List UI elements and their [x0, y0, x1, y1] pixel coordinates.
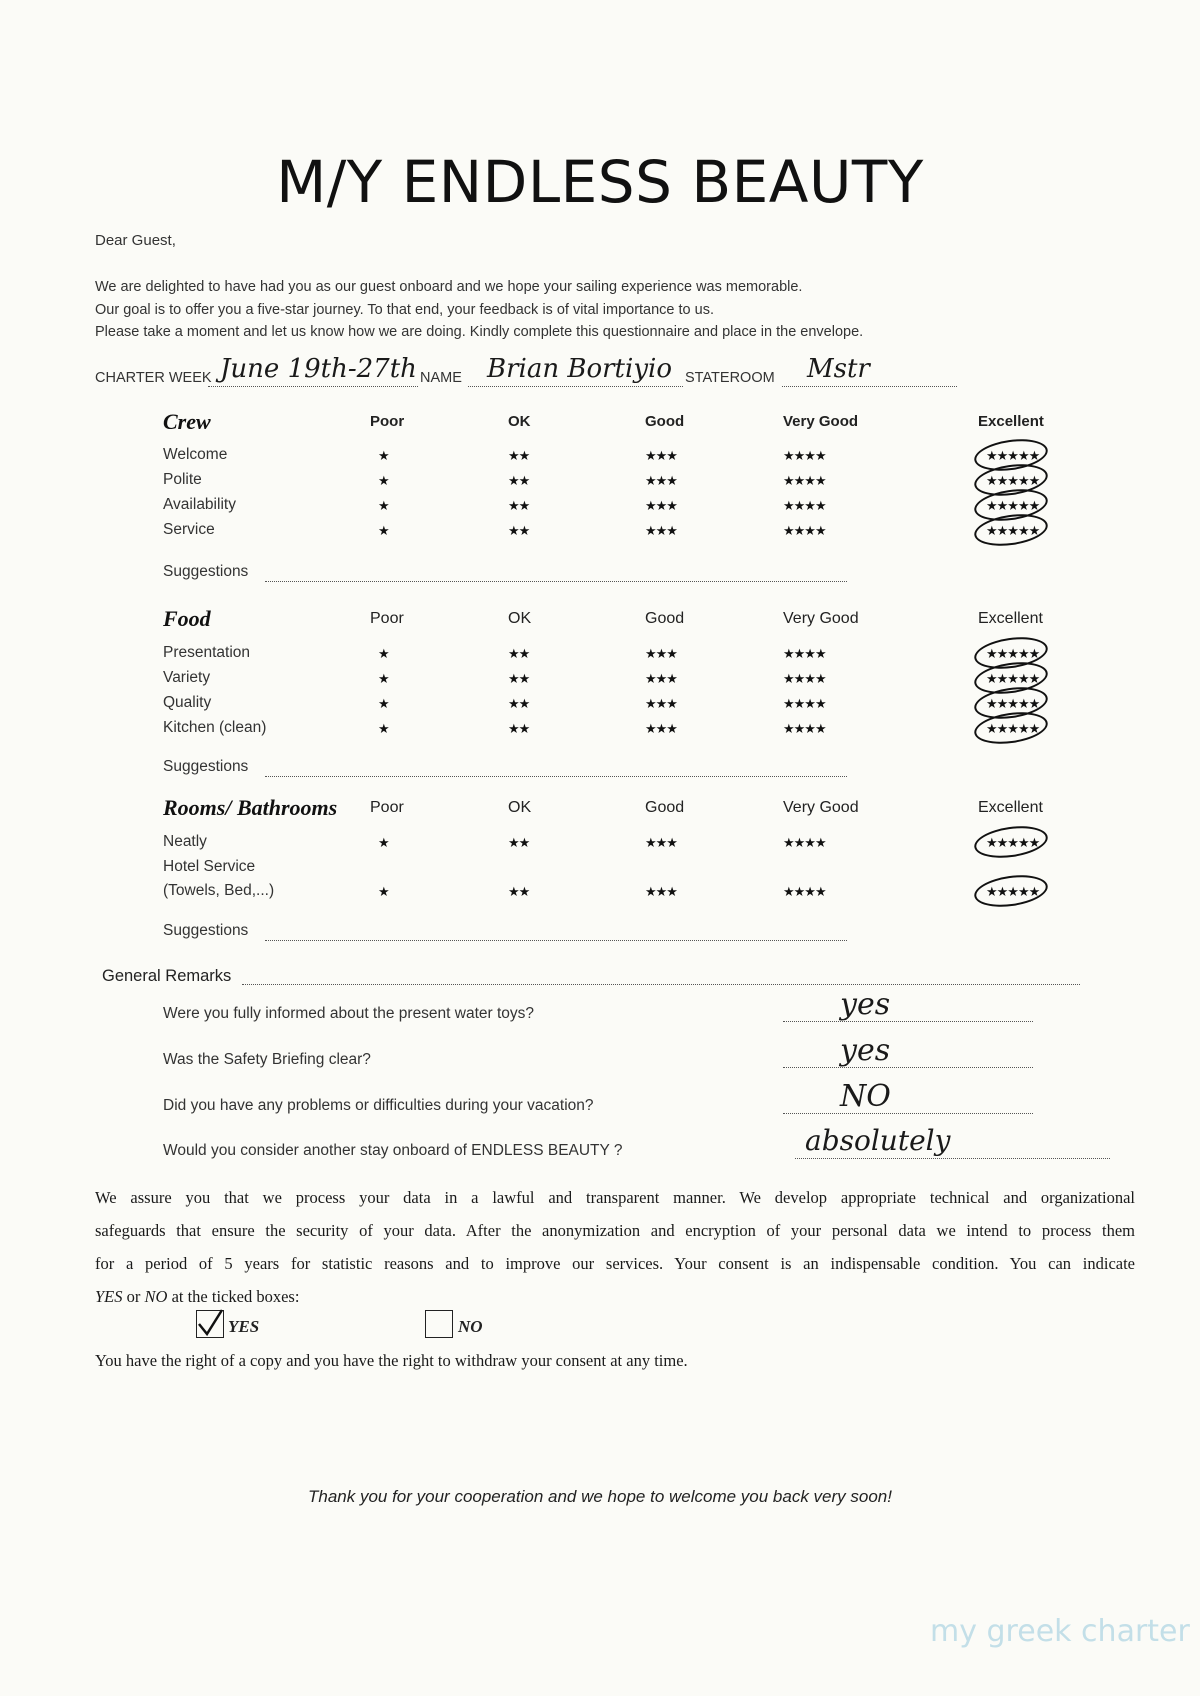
suggestions-label: Suggestions — [163, 563, 249, 580]
star-rating-option[interactable]: ★★★ — [645, 448, 677, 463]
rating-row-label: Hotel Service — [163, 858, 256, 875]
star-rating-option[interactable]: ★★★ — [645, 696, 677, 711]
star-rating-option[interactable]: ★★★★★ — [986, 448, 1040, 463]
rating-header: Good — [645, 610, 685, 627]
answer-value: absolutely — [805, 1124, 951, 1157]
rating-row-label: Polite — [163, 471, 202, 488]
star-rating-option[interactable]: ★★ — [508, 696, 530, 711]
star-rating-option[interactable]: ★★★★★ — [986, 721, 1040, 736]
star-rating-option[interactable]: ★★ — [508, 498, 530, 513]
answer-value: yes — [840, 987, 891, 1022]
suggestions-field[interactable] — [265, 762, 847, 777]
name-value: Brian Bortiyio — [487, 354, 672, 384]
star-rating-option[interactable]: ★★ — [508, 646, 530, 661]
star-rating-option[interactable]: ★★★★ — [783, 498, 826, 513]
rating-header: Excellent — [978, 610, 1043, 627]
rating-row-label: Welcome — [163, 446, 228, 463]
star-rating-option[interactable]: ★★★★ — [783, 671, 826, 686]
star-rating-option[interactable]: ★ — [378, 835, 389, 850]
rating-header: Good — [645, 413, 685, 430]
star-rating-option[interactable]: ★★★★ — [783, 448, 826, 463]
answer-field[interactable] — [783, 1099, 1033, 1114]
ticked-boxes-text: at the ticked boxes: — [167, 1287, 300, 1306]
star-rating-option[interactable]: ★ — [378, 448, 389, 463]
star-rating-option[interactable]: ★★★ — [645, 835, 677, 850]
star-rating-option[interactable]: ★★★ — [645, 721, 677, 736]
section-title: Crew — [163, 409, 211, 434]
star-rating-option[interactable]: ★ — [378, 498, 389, 513]
star-rating-option[interactable]: ★★★★ — [783, 835, 826, 850]
rating-header: Excellent — [978, 799, 1043, 816]
greeting: Dear Guest, — [95, 232, 176, 249]
rating-row-label: Kitchen (clean) — [163, 719, 267, 736]
question-text: Were you fully informed about the present water toys? — [163, 1005, 535, 1022]
rating-row-label: (Towels, Bed,...) — [163, 882, 275, 899]
name-label: NAME — [420, 370, 462, 386]
selected-rating-circle — [972, 871, 1049, 911]
star-rating-option[interactable]: ★★★ — [645, 884, 677, 899]
withdraw-consent-text: You have the right of a copy and you have the right to withdraw your consent at any time. — [95, 1351, 688, 1370]
intro-line: Please take a moment and let us know how we are doing. Kindly complete this questionnaire and place in the envelope. — [95, 324, 864, 340]
question-text: Would you consider another stay onboard of ENDLESS BEAUTY ? — [163, 1142, 623, 1159]
star-rating-option[interactable]: ★★ — [508, 473, 530, 488]
star-rating-option[interactable]: ★★★ — [645, 646, 677, 661]
star-rating-option[interactable]: ★★★★★ — [986, 523, 1040, 538]
rating-row-label: Neatly — [163, 833, 207, 850]
star-rating-option[interactable]: ★★★ — [645, 671, 677, 686]
star-rating-option[interactable]: ★★★★★ — [986, 498, 1040, 513]
star-rating-option[interactable]: ★★★ — [645, 498, 677, 513]
privacy-line: We assure you that we process your data in a lawful and transparent manner. We develop appropriate technical and organizational — [95, 1188, 1135, 1207]
section-title: Food — [163, 606, 211, 631]
rating-header: Very Good — [783, 799, 859, 816]
star-rating-option[interactable]: ★★★★★ — [986, 671, 1040, 686]
suggestions-field[interactable] — [265, 567, 847, 582]
answer-value: NO — [840, 1079, 891, 1114]
charter-week-label: CHARTER WEEK — [95, 370, 212, 386]
star-rating-option[interactable]: ★★★★★ — [986, 696, 1040, 711]
star-rating-option[interactable]: ★★★ — [645, 473, 677, 488]
star-rating-option[interactable]: ★ — [378, 523, 389, 538]
rating-header: OK — [508, 413, 531, 430]
star-rating-option[interactable]: ★★★★★ — [986, 884, 1040, 899]
no-checkbox[interactable] — [425, 1310, 453, 1338]
no-label: NO — [458, 1317, 483, 1336]
rating-row-label: Quality — [163, 694, 212, 711]
suggestions-label: Suggestions — [163, 758, 249, 775]
star-rating-option[interactable]: ★★★★★ — [986, 473, 1040, 488]
star-rating-option[interactable]: ★★★★ — [783, 721, 826, 736]
yes-word: YES — [95, 1287, 123, 1306]
general-remarks-label: General Remarks — [102, 967, 232, 985]
star-rating-option[interactable]: ★★ — [508, 448, 530, 463]
answer-field[interactable] — [783, 1007, 1033, 1022]
question-text: Was the Safety Briefing clear? — [163, 1051, 371, 1068]
watermark: my greek charter — [930, 1614, 1190, 1649]
intro-line: We are delighted to have had you as our guest onboard and we hope your sailing experience was memorable. — [95, 279, 803, 295]
stateroom-label: STATEROOM — [685, 370, 775, 386]
star-rating-option[interactable]: ★★★★★ — [986, 835, 1040, 850]
checkmark-icon — [195, 1308, 225, 1338]
rating-header: Poor — [370, 413, 405, 430]
star-rating-option[interactable]: ★★★★ — [783, 523, 826, 538]
rating-header: Poor — [370, 610, 404, 627]
general-remarks-field[interactable] — [242, 970, 1080, 985]
star-rating-option[interactable]: ★★★★ — [783, 473, 826, 488]
charter-week-value: June 19th-27th — [220, 354, 417, 384]
or-word: or — [122, 1287, 145, 1306]
star-rating-option[interactable]: ★★ — [508, 671, 530, 686]
privacy-line — [95, 1280, 1135, 1313]
answer-field[interactable] — [783, 1053, 1033, 1068]
selected-rating-circle — [972, 822, 1049, 862]
answer-value: yes — [840, 1033, 891, 1068]
rating-header: OK — [508, 799, 532, 816]
yes-label: YES — [228, 1317, 260, 1336]
yes-checkbox[interactable] — [196, 1310, 224, 1338]
star-rating-option[interactable]: ★ — [378, 473, 389, 488]
star-rating-option[interactable]: ★ — [378, 721, 389, 736]
intro-text — [95, 276, 863, 344]
thanks-message: Thank you for your cooperation and we hope to welcome you back very soon! — [307, 1487, 892, 1506]
star-rating-option[interactable]: ★ — [378, 696, 389, 711]
rating-row-label: Service — [163, 521, 215, 538]
rating-row-label: Availability — [163, 496, 236, 513]
section-title: Rooms/ Bathrooms — [163, 795, 338, 820]
privacy-text — [95, 1181, 1135, 1313]
no-word: NO — [144, 1287, 168, 1306]
rating-header: Poor — [370, 799, 404, 816]
charter-line — [95, 354, 955, 392]
rating-header: OK — [508, 610, 532, 627]
star-rating-option[interactable]: ★★ — [508, 835, 530, 850]
stateroom-value: Mstr — [807, 354, 870, 384]
privacy-line: safeguards that ensure the security of your data. After the anonymization and encryption of your personal data we intend to process them — [95, 1221, 1135, 1240]
question-text: Did you have any problems or difficulties during your vacation? — [163, 1097, 594, 1114]
star-rating-option[interactable]: ★ — [378, 671, 389, 686]
suggestions-label: Suggestions — [163, 922, 249, 939]
star-rating-option[interactable]: ★★★★★ — [986, 646, 1040, 661]
star-rating-option[interactable]: ★★★ — [645, 523, 677, 538]
rating-header: Good — [645, 799, 685, 816]
star-rating-option[interactable]: ★★ — [508, 884, 530, 899]
rating-header: Very Good — [783, 413, 859, 430]
rating-row-label: Variety — [163, 669, 211, 686]
star-rating-option[interactable]: ★★★★ — [783, 646, 826, 661]
star-rating-option[interactable]: ★★★★ — [783, 696, 826, 711]
privacy-line: for a period of 5 years for statistic reasons and to improve our services. Your consent is an indispensable condition. You can indicate — [95, 1254, 1135, 1273]
star-rating-option[interactable]: ★★ — [508, 523, 530, 538]
star-rating-option[interactable]: ★ — [378, 884, 389, 899]
star-rating-option[interactable]: ★★★★ — [783, 884, 826, 899]
star-rating-option[interactable]: ★★ — [508, 721, 530, 736]
star-rating-option[interactable]: ★ — [378, 646, 389, 661]
rating-header: Very Good — [783, 610, 859, 627]
page-title: M/Y ENDLESS BEAUTY — [276, 148, 924, 216]
intro-line: Our goal is to offer you a five-star journey. To that end, your feedback is of vital importance to us. — [95, 301, 714, 318]
suggestions-field[interactable] — [265, 926, 847, 941]
rating-row-label: Presentation — [163, 644, 251, 661]
rating-header: Excellent — [978, 413, 1044, 430]
